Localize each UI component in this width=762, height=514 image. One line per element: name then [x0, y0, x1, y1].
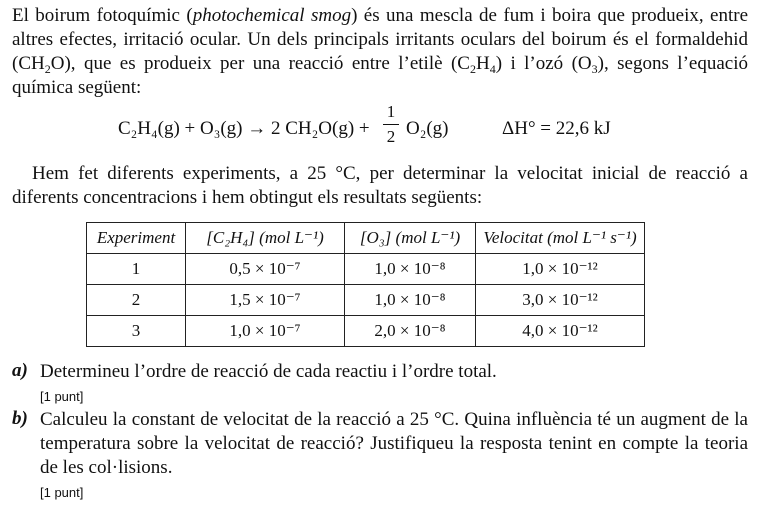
header-ozone-concentration: [O₃] (mol L⁻¹) — [345, 223, 476, 254]
header-rate: Velocitat (mol L⁻¹ s⁻¹) — [476, 223, 645, 254]
intro-italic-term: photochemical smog — [192, 5, 352, 26]
cell-experiment: 1 — [87, 254, 186, 285]
cell-ethylene: 1,0 × 10⁻⁷ — [186, 316, 345, 347]
experiments-paragraph: Hem fet diferents experiments, a 25 °C, per determinar la velocitat inicial de reacció a diferents concentracions i hem obtingut els resultats següents: — [12, 163, 748, 208]
header-experiment: Experiment — [87, 223, 186, 254]
fraction-denominator: 2 — [386, 127, 396, 146]
ozone-subscript: 3 — [591, 62, 598, 76]
table-row — [87, 285, 645, 316]
equation-fraction — [383, 102, 399, 147]
intro-text-2: ) és una mescla de fum i boira que produeix, entre altres efectes, irritació ocular. Un dels principals irritants oculars del boirum és el formaldehid (CH — [12, 5, 748, 74]
cell-rate: 1,0 × 10⁻¹² — [476, 254, 645, 285]
fraction-numerator: 1 — [386, 102, 396, 121]
question-b-points: [1 punt] — [40, 485, 84, 500]
table-row — [87, 316, 645, 347]
question-a-letter: a) — [12, 360, 28, 381]
exam-page — [12, 4, 748, 210]
table-header-row — [87, 223, 645, 254]
question-a-points: [1 punt] — [40, 389, 84, 404]
cell-experiment: 3 — [87, 316, 186, 347]
chemical-equation — [12, 102, 748, 158]
question-b-letter: b) — [12, 408, 28, 429]
formaldehyde-subscript: 2 — [44, 62, 51, 76]
ethylene-c-subscript: 2 — [469, 62, 476, 76]
table-row — [87, 254, 645, 285]
ethylene-h-subscript: 4 — [489, 62, 496, 76]
enthalpy-change: ΔH° = 22,6 kJ — [502, 118, 611, 139]
intro-text-5: ) i l’ozó (O — [495, 53, 592, 74]
intro-text-6: ), segons l’equació química següent: — [12, 53, 748, 98]
intro-text-1: El boirum fotoquímic ( — [12, 5, 193, 26]
equation-o2: O₂(g) — [406, 118, 449, 139]
cell-experiment: 2 — [87, 285, 186, 316]
intro-text-3: O), que es produeix per una reacció entre l’etilè (C — [50, 53, 470, 74]
cell-ozone: 1,0 × 10⁻⁸ — [345, 254, 476, 285]
question-a-text: Determineu l’ordre de reacció de cada reactiu i l’ordre total. — [40, 361, 497, 382]
fraction-bar — [383, 124, 399, 125]
cell-ozone: 2,0 × 10⁻⁸ — [345, 316, 476, 347]
question-b — [12, 408, 748, 480]
cell-ethylene: 0,5 × 10⁻⁷ — [186, 254, 345, 285]
question-b-text: Calculeu la constant de velocitat de la reacció a 25 °C. Quina influència té un augment de la temperatura sobre la velocitat de reacció? Justifiqueu la resposta tenint en compte la teoria de les col·lisions. — [40, 409, 748, 478]
question-a — [12, 360, 748, 384]
cell-ozone: 1,0 × 10⁻⁸ — [345, 285, 476, 316]
cell-rate: 3,0 × 10⁻¹² — [476, 285, 645, 316]
results-table — [86, 222, 645, 347]
equation-lhs: C₂H₄(g) + O₃(g) → 2 CH₂O(g) + — [118, 118, 370, 139]
header-ethylene-concentration: [C₂H₄] (mol L⁻¹) — [186, 223, 345, 254]
intro-paragraph — [12, 4, 748, 100]
cell-rate: 4,0 × 10⁻¹² — [476, 316, 645, 347]
cell-ethylene: 1,5 × 10⁻⁷ — [186, 285, 345, 316]
intro-text-4: H — [475, 53, 490, 74]
